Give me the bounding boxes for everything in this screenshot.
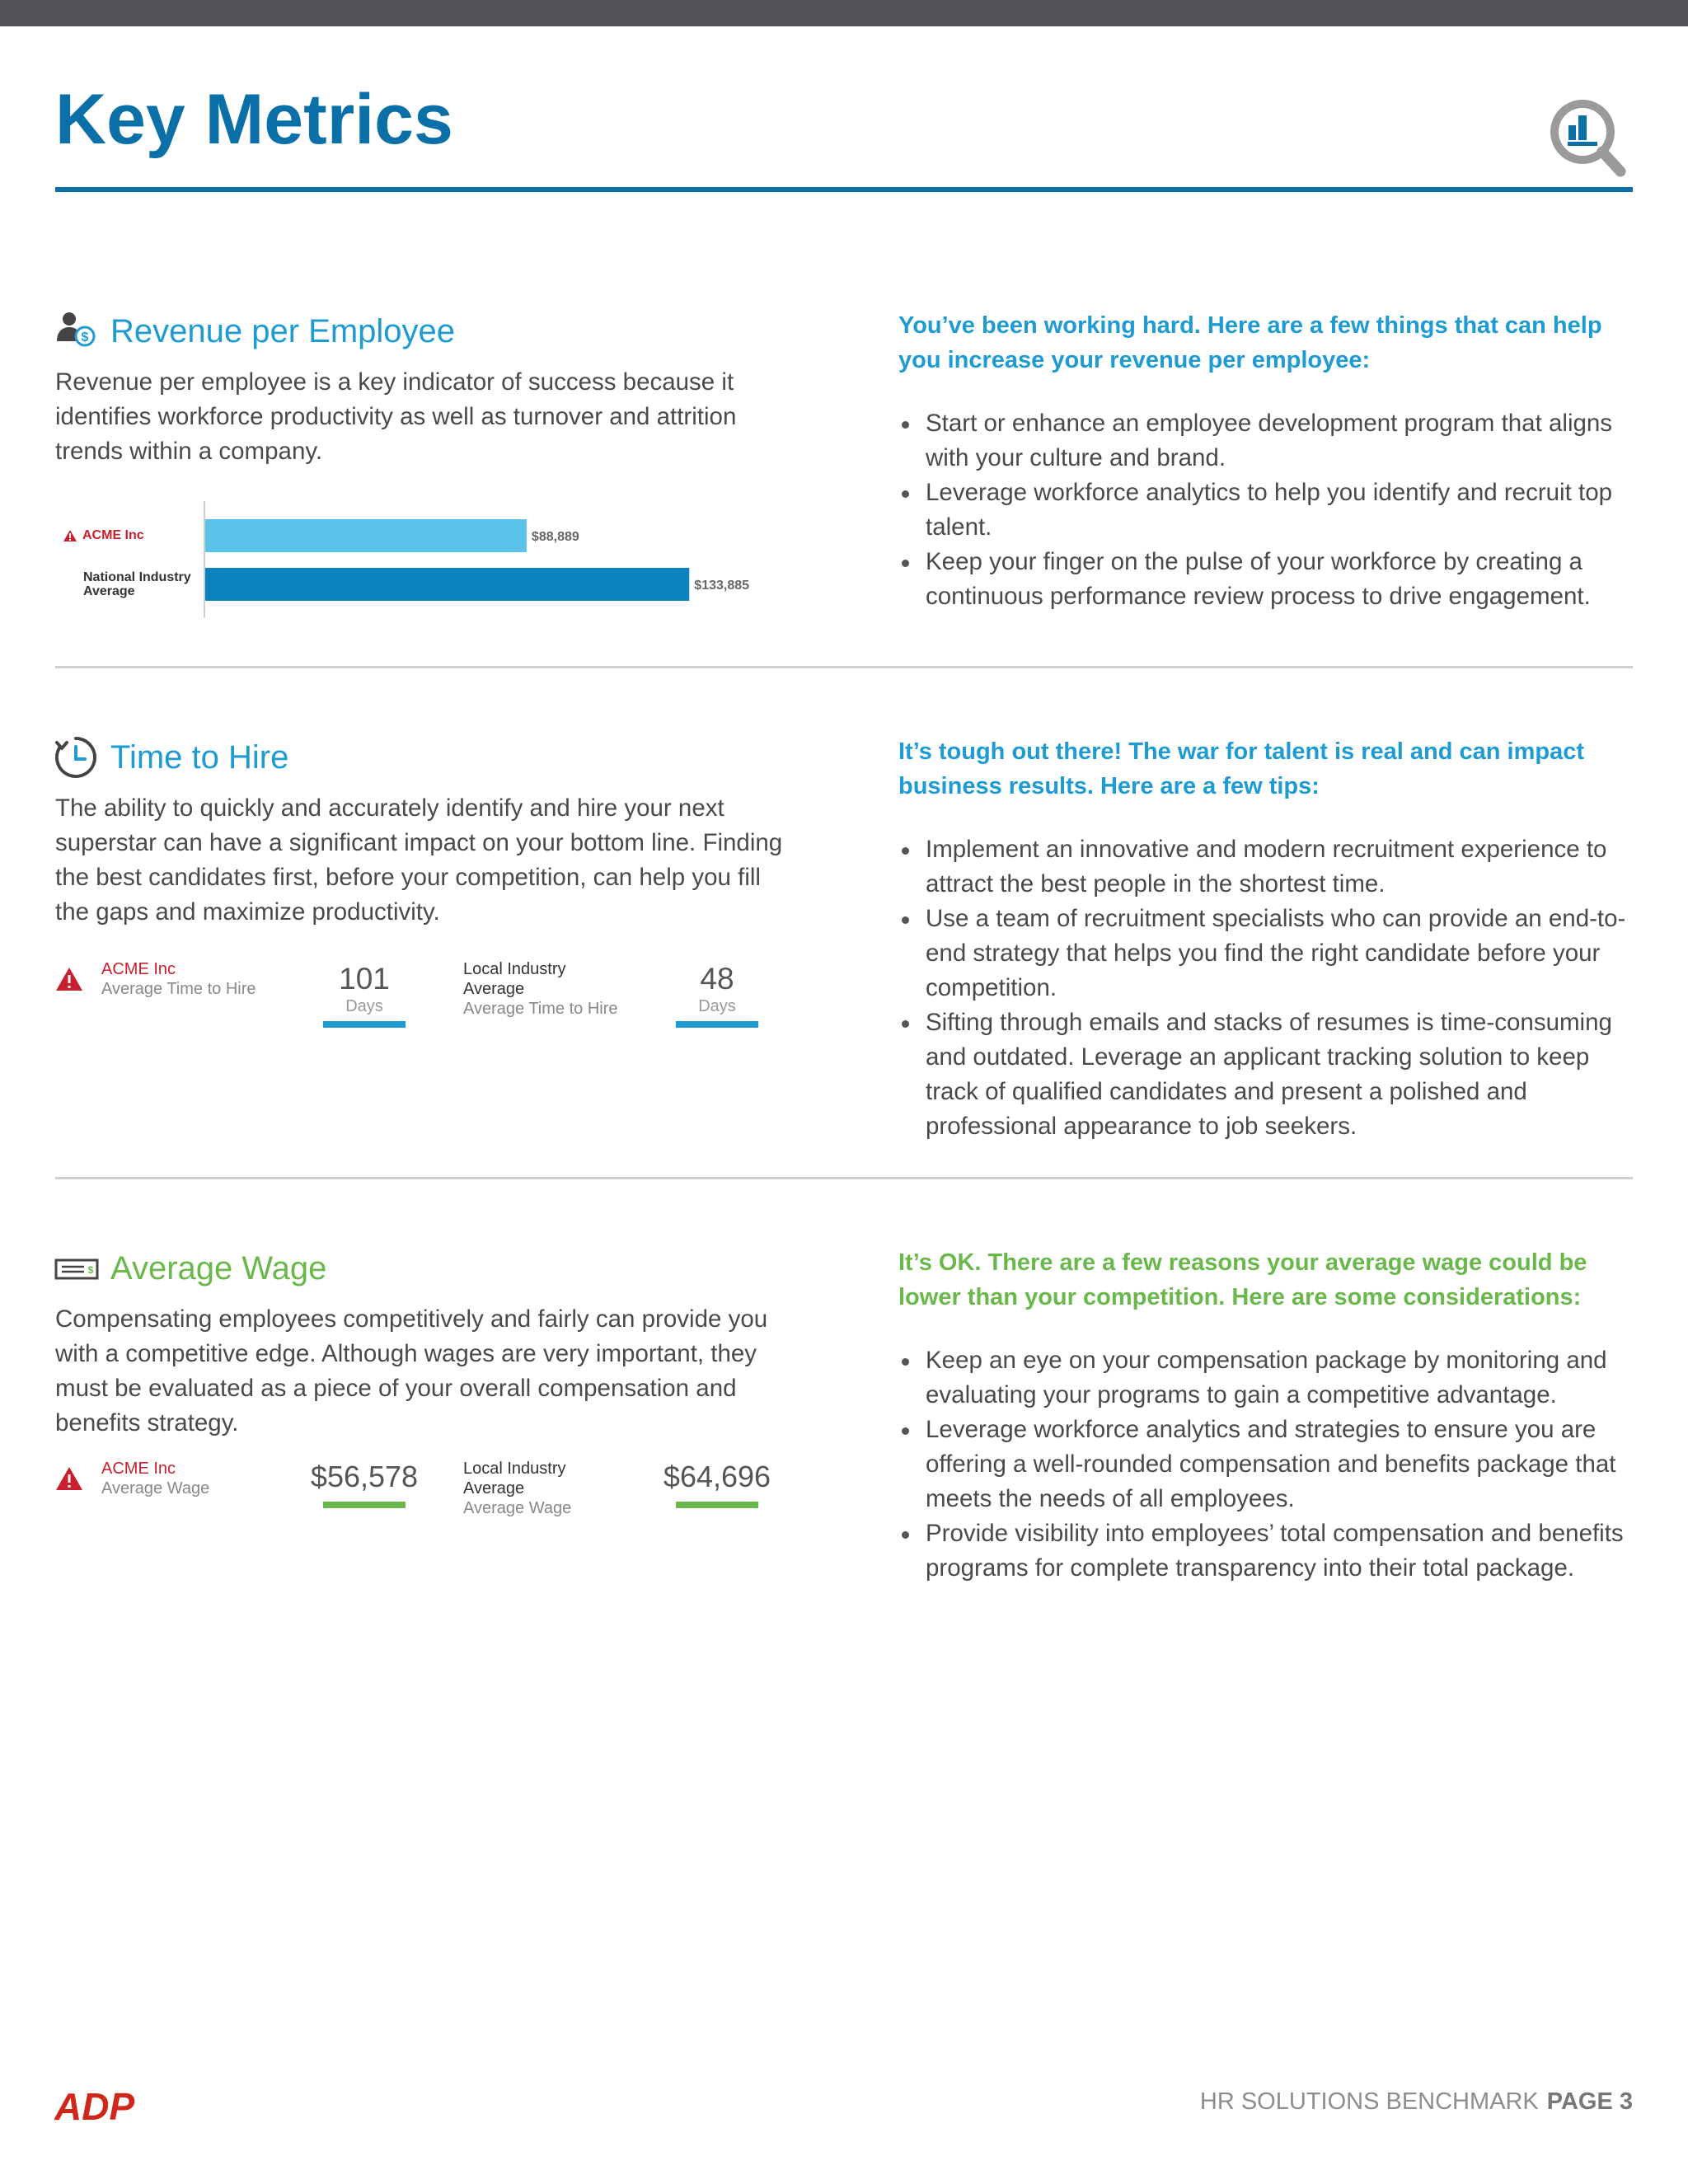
wage-acme-subtitle: Average Wage [101,1479,210,1497]
chart-bar [205,519,527,552]
revenue-tips-title: You’ve been working hard. Here are a few things that can help you increase your revenue per employee: [898,312,1602,373]
list-item: Use a team of recruitment specialists who can provide an end-to-end strategy that helps you find the right candidate before your competition. [898,902,1640,1005]
svg-text:$: $ [87,1264,94,1276]
chart-category-acme: ACME Inc [82,528,144,542]
chart-data-label: $88,889 [531,530,579,544]
time-to-hire-tips-list [898,832,1640,1144]
hire-industry-name: Local Industry [463,960,566,978]
list-item: Sifting through emails and stacks of resumes is time-consuming and outdated. Leverage an applicant tracking solution to keep track of qualified candidates and present a polished and professional appearance to job seekers. [898,1005,1640,1144]
list-item: Implement an innovative and modern recruitment experience to attract the best people in the shortest time. [898,832,1640,902]
average-wage-title: Average Wage [110,1250,327,1286]
footer [1200,2087,1633,2116]
wage-industry-underline [676,1502,758,1508]
svg-text:$: $ [81,330,89,344]
revenue-chart-plot [55,493,797,625]
revenue-description: Revenue per employee is a key indicator of success because it identifies workforce productivity as well as turnover and attrition trends within a company. [55,368,737,465]
hire-industry-value: 48 [700,962,734,996]
list-item: Leverage workforce analytics and strategies to ensure you are offering a well-rounded compensation and benefits package that meets the needs of all employees. [898,1413,1640,1516]
money-bill-icon [54,1258,99,1280]
list-item: Leverage workforce analytics to help you identify and recruit top talent. [898,476,1640,545]
average-wage-tips-title: It’s OK. There are a few reasons your average wage could be lower than your competition. Here are some considerations: [898,1249,1587,1310]
wage-industry-subtitle: Average Wage [463,1499,572,1517]
svg-text:ADP: ADP [54,2085,135,2126]
wage-acme-underline [323,1502,406,1508]
page-number: PAGE 3 [1546,2088,1633,2115]
employee-dollar-icon [54,310,97,349]
footer-label: HR SOLUTIONS BENCHMARK [1199,2088,1539,2115]
hire-acme-value: 101 [339,962,390,996]
list-item: Start or enhance an employee development program that aligns with your culture and brand. [898,406,1640,476]
top-bar [0,0,1688,26]
hire-industry-unit: Days [698,997,736,1015]
hire-acme-name: ACME Inc [101,960,176,978]
hire-acme-subtitle: Average Time to Hire [101,980,256,998]
list-item: Keep an eye on your compensation package by monitoring and evaluating your programs to gain a competitive advantage. [898,1343,1640,1413]
wage-acme-name: ACME Inc [101,1460,176,1478]
time-to-hire-description: The ability to quickly and accurately identify and hire your next superstar can have a significant impact on your bottom line. Finding the best candidates first, before your competition, can help you fill the gaps and maximize productivity. [55,794,783,926]
list-item: Provide visibility into employees’ total compensation and benefits programs for complete transparency into their total package. [898,1516,1640,1586]
hire-industry-underline [676,1021,758,1028]
average-wage-tips-list [898,1343,1640,1586]
title-rule [55,187,1633,192]
clock-icon [54,736,97,779]
section-divider [55,1177,1633,1179]
time-to-hire-tips-title: It’s tough out there! The war for talent is real and can impact business results. Here are a few tips: [898,738,1584,799]
hire-acme-underline [323,1021,406,1028]
alert-icon [54,1465,84,1492]
revenue-bar-chart [55,493,797,625]
wage-acme-value: $56,578 [310,1460,419,1493]
wage-industry-value: $64,696 [663,1460,771,1493]
revenue-tips-list [898,406,1640,614]
hire-acme-unit: Days [345,997,383,1015]
chart-bar [205,568,689,601]
time-to-hire-title: Time to Hire [110,739,289,776]
adp-logo [54,2085,138,2126]
alert-icon [54,966,84,992]
chart-category-industry: National Industry Average [83,570,191,598]
hire-industry-name-line2: Average [463,980,525,998]
wage-industry-name: Local Industry [463,1460,566,1478]
section-divider [55,666,1633,668]
hire-industry-subtitle: Average Time to Hire [463,1000,618,1018]
revenue-title: Revenue per Employee [110,313,456,349]
magnifier-chart-icon [1548,97,1627,180]
chart-data-label: $133,885 [694,579,750,593]
wage-industry-name-line2: Average [463,1479,525,1497]
average-wage-description: Compensating employees competitively and fairly can provide you with a competitive edge. Although wages are very important, they must be evaluated as a piece of your overall compensation and benefits strategy. [55,1305,768,1436]
list-item: Keep your finger on the pulse of your workforce by creating a continuous performance review process to drive engagement. [898,545,1640,614]
page-title: Key Metrics [55,80,453,159]
